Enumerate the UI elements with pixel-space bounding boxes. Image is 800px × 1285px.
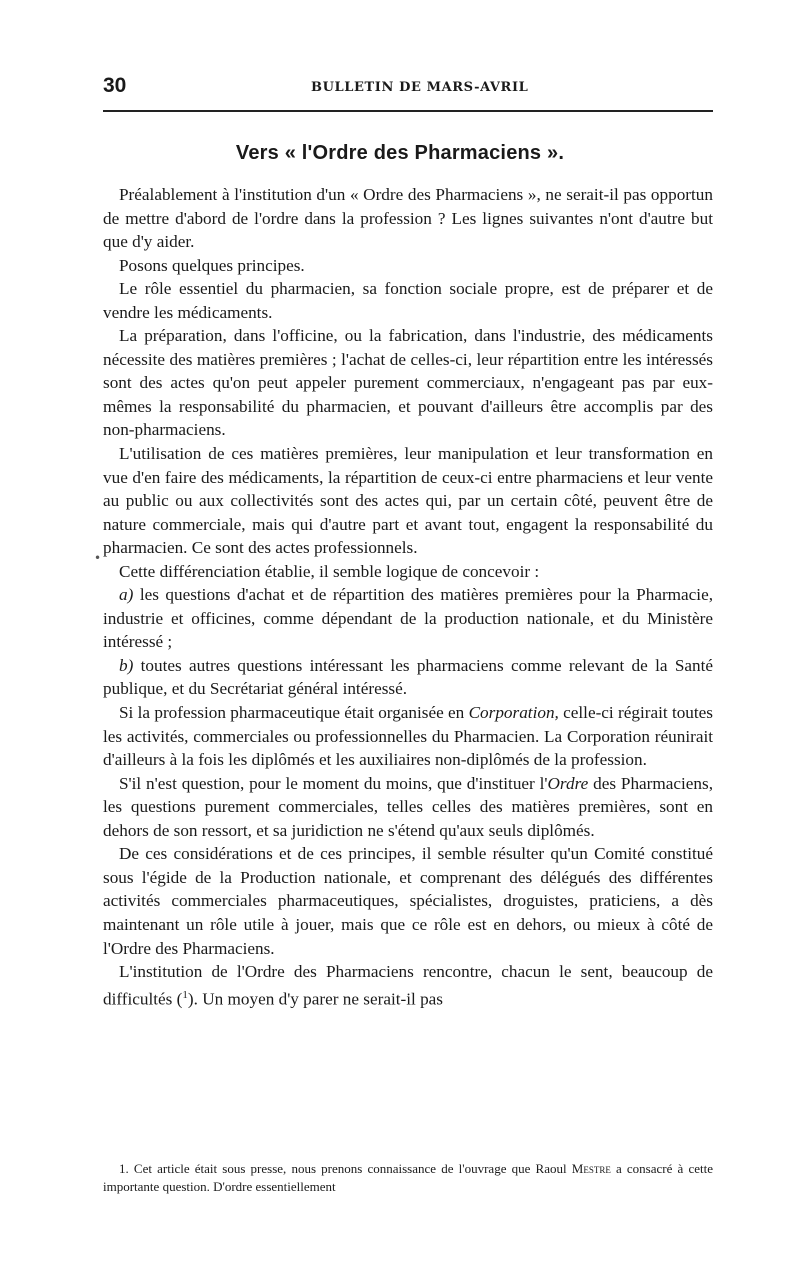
text: celle-ci régirait toutes les activités, commerciales ou professionnelles du Pharmacien. La Corporation réunirait d'ailleurs à la fois les diplômés et les auxiliaires non-diplômés de la profession. <box>103 703 713 770</box>
list-item-text: les questions d'achat et de répartition des matières premières pour la Pharmacie, industrie et officines, comme dépendant de la production nationale, et du Ministère intéressé ; <box>103 585 713 652</box>
page-number: 30 <box>103 74 127 97</box>
list-item-a <box>103 583 713 654</box>
footnotes <box>103 1160 713 1196</box>
text: S'il n'est question, pour le moment du moins, que d'instituer l' <box>119 773 548 793</box>
article-body <box>103 183 713 1011</box>
paragraph: Posons quelques principes. <box>119 255 305 275</box>
running-title: BULLETIN DE MARS-AVRIL <box>311 80 529 95</box>
footnote-ref[interactable]: 1 <box>182 988 188 1001</box>
paragraph-last <box>103 960 713 1011</box>
list-item-b <box>103 654 713 701</box>
text: des Pharmaciens, les questions purement commerciales, telles celles des matières premières, sont en dehors de son ressort, et sa juridiction ne s'étend qu'aux seuls diplômés. <box>103 773 713 840</box>
margin-mark: • <box>94 551 102 565</box>
emphasis: Corporation, <box>468 703 559 723</box>
text: a consacré à cette importante question. D'ordre essentiellement <box>103 1161 713 1194</box>
paragraph: L'utilisation de ces matières premières, leur manipulation et leur transformation en vue d'en faire des médicaments, la répartition de ceux-ci entre pharmaciens et leur vente au public ou aux collectivités sont des actes qui, par un certain côté, peuvent être de nature commerciale, mais qui d'autre part et avant tout, engagent la responsabilité du pharmacien. Ce sont des actes professionnels. <box>103 444 713 558</box>
list-marker: b) <box>119 655 134 675</box>
author-name: Mestre <box>571 1161 611 1176</box>
text: Si la profession pharmaceutique était organisée en <box>119 703 469 723</box>
list-item-text: toutes autres questions intéressant les pharmaciens comme relevant de la Santé publique, et du Secrétariat général intéressé. <box>103 655 713 699</box>
paragraph: Préalablement à l'institution d'un « Ordre des Pharmaciens », ne serait-il pas opportun de mettre d'abord de l'ordre dans la profession ? Les lignes suivantes n'ont d'autre but que d'y aider. <box>103 185 713 252</box>
paragraph: De ces considérations et de ces principes, il semble résulter qu'un Comité constitué sous l'égide de la Production nationale, et comprenant des délégués des différentes activités commerciales pharmaceutiques, spécialistes, droguistes, praticiens, a dès maintenant un rôle utile à jouer, mais que ce rôle est en dehors, ou mieux à côté de l'Ordre des Pharmaciens. <box>103 844 713 958</box>
paragraph-ordre <box>103 772 713 843</box>
footnote <box>103 1160 713 1196</box>
text: L'institution de l'Ordre des Pharmaciens rencontre, chacun le sent, beaucoup de difficultés ( <box>103 962 713 1009</box>
paragraph: La préparation, dans l'officine, ou la fabrication, dans l'industrie, des médicaments nécessite des matières premières ; l'achat de celles-ci, leur répartition entre les intéressés sont des actes qu'on peut appeler purement commerciaux, n'engageant pas par eux-mêmes la responsabilité du pharmacien, et pouvant d'ailleurs être accomplis par des non-pharmaciens. <box>103 326 713 440</box>
paragraph: Le rôle essentiel du pharmacien, sa fonction sociale propre, est de préparer et de vendre les médicaments. <box>103 279 713 322</box>
emphasis: Ordre <box>547 773 589 793</box>
paragraph-corporation <box>103 701 713 772</box>
header-rule <box>103 110 713 112</box>
footnote-number: 1. <box>119 1161 129 1176</box>
text: ). Un moyen d'y parer ne serait-il pas <box>187 989 443 1009</box>
text: Cet article était sous presse, nous prenons connaissance de l'ouvrage que Raoul <box>128 1161 572 1176</box>
list-marker: a) <box>119 585 134 605</box>
paragraph: Cette différenciation établie, il semble logique de concevoir : <box>119 561 540 581</box>
article-title: Vers « l'Ordre des Pharmaciens ». <box>235 142 565 164</box>
page-header <box>103 74 713 102</box>
